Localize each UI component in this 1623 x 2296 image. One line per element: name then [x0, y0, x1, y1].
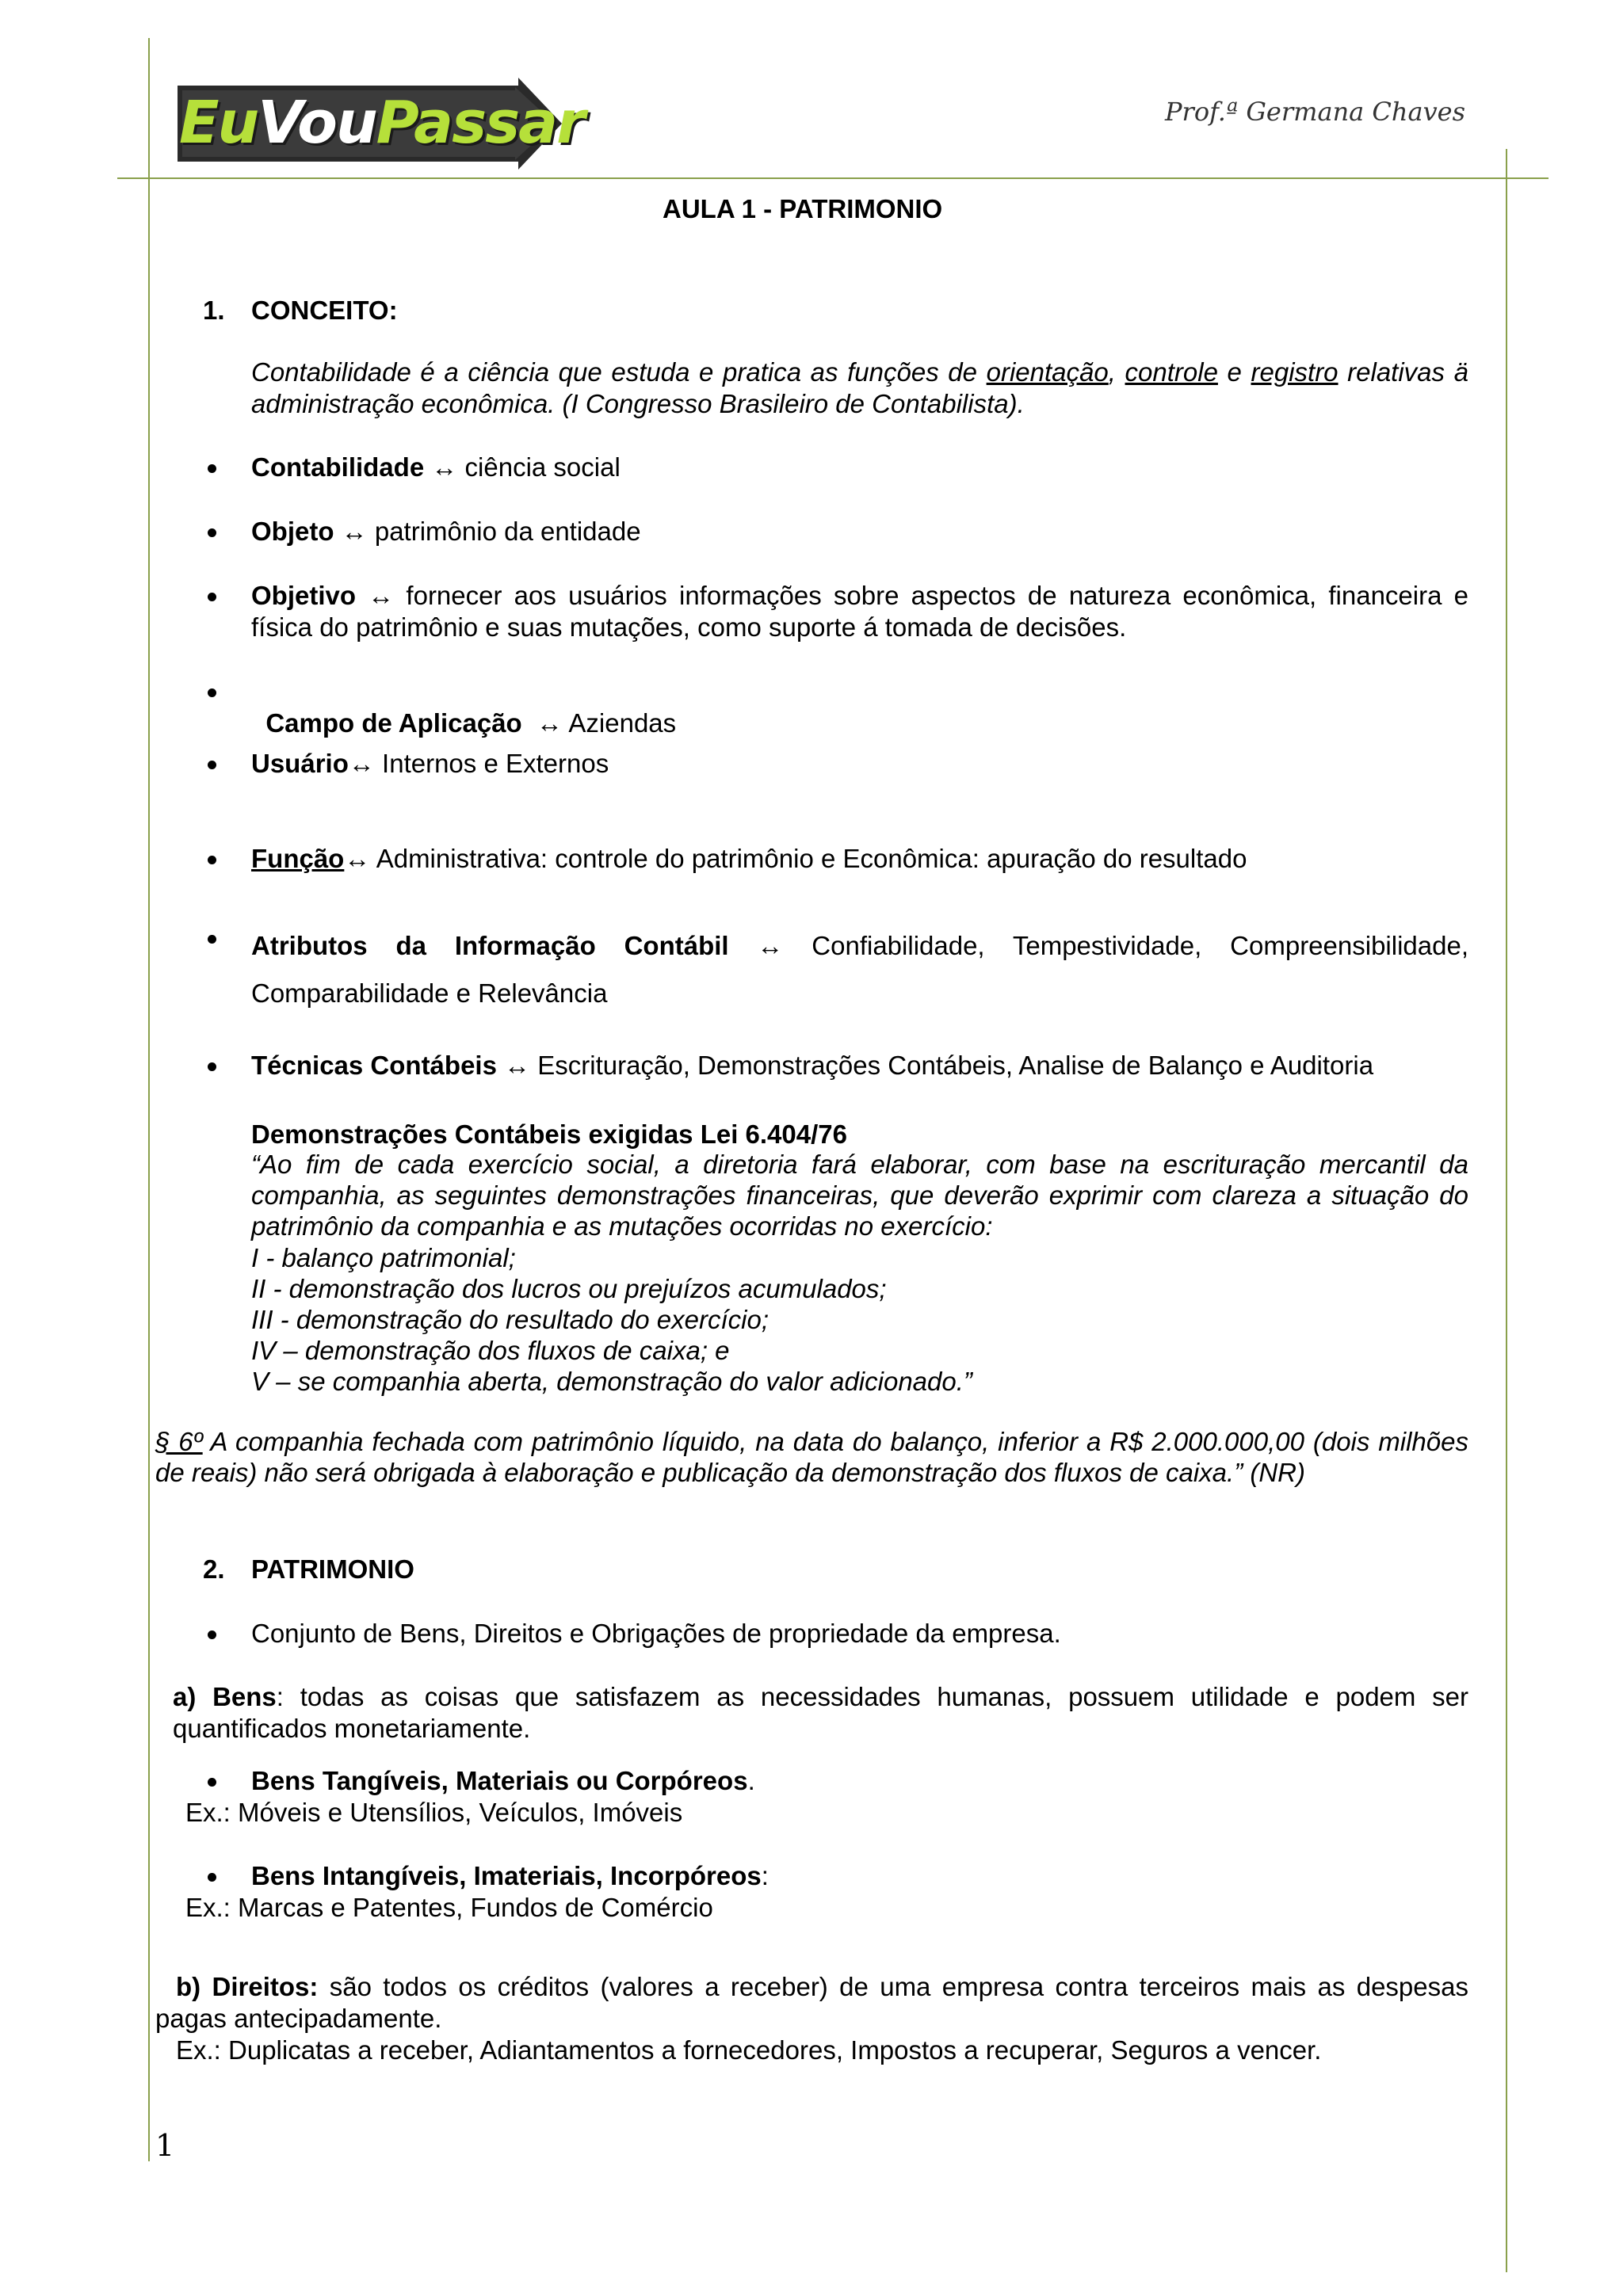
bullet-tecnicas: Técnicas Contábeis ↔ Escrituração, Demonstrações Contábeis, Analise de Balanço e Auditoria	[251, 1051, 1374, 1080]
bullet-icon	[208, 856, 216, 864]
concept-definition: Contabilidade é a ciência que estuda e pratica as funções de orientação, controle e registro relativas ä administração econômica. (I Congresso Brasileiro de Contabilista).	[251, 357, 1468, 418]
page-title: AULA 1 - PATRIMONIO	[663, 194, 943, 223]
right-margin-rule	[1506, 149, 1507, 2272]
bens-definition: a) Bens: todas as coisas que satisfazem as necessidades humanas, possuem utilidade e podem ser quantificados monetariamente.	[173, 1682, 1468, 1743]
law-heading: Demonstrações Contábeis exigidas Lei 6.404/76	[251, 1119, 847, 1149]
bullet-contabilidade: Contabilidade ↔ ciência social	[251, 452, 621, 482]
bullet-objetivo: Objetivo ↔ fornecer aos usuários informações sobre aspectos de natureza econômica, financeira e física do patrimônio e suas mutações, como suporte á tomada de decisões.	[251, 581, 1468, 642]
law-item: II - demonstração dos lucros ou prejuízos acumulados;	[251, 1274, 887, 1303]
bullet-icon	[208, 688, 216, 697]
section2-heading: PATRIMONIO	[251, 1554, 414, 1584]
bens-tangiveis: Bens Tangíveis, Materiais ou Corpóreos.	[251, 1766, 755, 1795]
bullet-funcao: Função↔ Administrativa: controle do patrimônio e Econômica: apuração do resultado	[251, 844, 1247, 873]
controle-term: controle	[1125, 357, 1218, 387]
direitos-example: Ex.: Duplicatas a receber, Adiantamentos a fornecedores, Impostos a recuperar, Seguros a vencer.	[176, 2035, 1322, 2065]
bullet-objeto: Objeto ↔ patrimônio da entidade	[251, 517, 641, 546]
law-item: V – se companhia aberta, demonstração do valor adicionado.”	[251, 1367, 972, 1396]
bullet-icon	[208, 1873, 216, 1882]
bens-intangiveis: Bens Intangíveis, Imateriais, Incorpóreos:	[251, 1861, 769, 1890]
law-item: IV – demonstração dos fluxos de caixa; e	[251, 1336, 730, 1365]
bens-tangiveis-example: Ex.: Móveis e Utensílios, Veículos, Imóveis	[185, 1798, 683, 1827]
bullet-icon	[208, 1630, 216, 1639]
header-rule	[117, 177, 1549, 179]
bullet-icon	[208, 528, 216, 537]
left-margin-rule	[148, 38, 150, 2161]
paragraph-6: § 6º A companhia fechada com patrimônio líquido, na data do balanço, inferior a R$ 2.000.000,00 (dois milhões de reais) não será obrigada à elaboração e publicação da demonstração dos fluxos de caixa.” (NR)	[155, 1427, 1468, 1487]
bullet-icon	[208, 1778, 216, 1787]
eu-vou-passar-logo	[170, 78, 584, 174]
author-name: Prof.ª Germana Chaves	[1165, 97, 1466, 127]
direitos-definition: b) Direitos: são todos os créditos (valores a receber) de uma empresa contra terceiros mais as despesas pagas antecipadamente.	[155, 1972, 1468, 2033]
logo-word-passar: Passar	[376, 89, 584, 157]
section1-heading: CONCEITO:	[251, 296, 398, 325]
logo-word-vou: Vou	[258, 89, 376, 157]
orientacao-term: orientação	[986, 357, 1109, 387]
paragraph-mark: § 6º	[155, 1427, 203, 1456]
bullet-atributos: Atributos da Informação Contábil ↔ Confiabilidade, Tempestividade, Compreensibilidade, Comparabilidade e Relevância	[251, 931, 1468, 1008]
section2-number: 2.	[203, 1554, 225, 1584]
bens-intangiveis-example: Ex.: Marcas e Patentes, Fundos de Comércio	[185, 1893, 713, 1922]
law-item: III - demonstração do resultado do exercício;	[251, 1305, 769, 1334]
bullet-campo-aplicacao: Campo de Aplicação ↔ Aziendas	[265, 708, 677, 738]
law-quote: “Ao fim de cada exercício social, a diretoria fará elaborar, com base na escrituração mercantil da companhia, as seguintes demonstrações financeiras, que deverão exprimir com clareza a situação do patrimônio da companhia e as mutações ocorridas no exercício:	[251, 1150, 1468, 1241]
patrimonio-bullet: Conjunto de Bens, Direitos e Obrigações de propriedade da empresa.	[251, 1619, 1061, 1648]
bullet-icon	[208, 464, 216, 473]
logo-word-eu: Eu	[179, 89, 258, 157]
law-item: I - balanço patrimonial;	[251, 1243, 516, 1272]
bullet-icon	[208, 593, 216, 601]
registro-term: registro	[1251, 357, 1338, 387]
bullet-usuario: Usuário↔ Internos e Externos	[251, 749, 609, 778]
bullet-icon	[208, 761, 216, 769]
page-number: 1	[155, 2128, 175, 2163]
bullet-icon	[208, 935, 216, 944]
bullet-icon	[208, 1062, 216, 1071]
section1-number: 1.	[203, 296, 225, 325]
